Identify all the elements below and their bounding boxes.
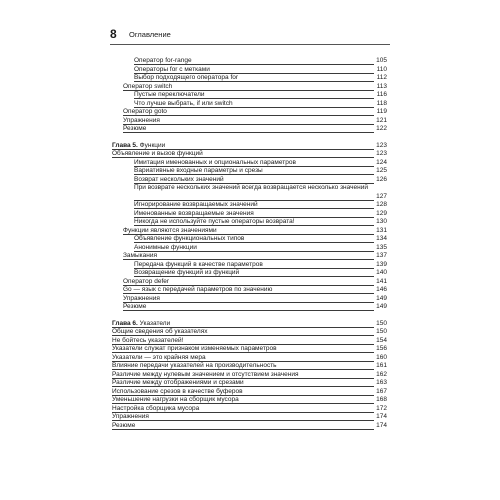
toc-entry-title: Настройка сборщика мусора: [112, 404, 200, 412]
toc-row[interactable]: [112, 201, 387, 210]
toc-row[interactable]: [112, 252, 387, 261]
toc-page-number: 118: [376, 99, 387, 107]
toc-page-number: 168: [376, 396, 387, 403]
toc-page-number: 123: [376, 150, 387, 157]
toc-row[interactable]: [112, 150, 387, 159]
toc-page-number: 134: [376, 235, 387, 242]
toc-page-number: 156: [376, 345, 387, 352]
running-title: Оглавление: [129, 30, 171, 39]
toc-page-number: 139: [376, 260, 387, 268]
toc-row[interactable]: [112, 159, 387, 168]
toc-row[interactable]: [112, 303, 387, 312]
toc-entry-title: Имитация именованных и опциональных параметров: [134, 158, 296, 166]
toc-entry-title: Именованные возвращаемые значения: [134, 209, 254, 217]
toc-entry-title: Указатели служат признаком изменяемых параметров: [112, 345, 277, 352]
toc-row[interactable]: [112, 218, 387, 227]
toc-row[interactable]: [112, 210, 387, 219]
toc-entry-title: Операторы for с метками: [134, 65, 210, 73]
toc-entry-title: При возврате нескольких значений всегда возвращается несколько значений: [134, 184, 368, 191]
toc-page-number: 141: [376, 277, 387, 285]
toc-page-number: 129: [376, 209, 387, 217]
toc-page-number: 174: [376, 413, 387, 420]
toc-row[interactable]: [112, 328, 387, 337]
toc-entry-title: Упражнения: [112, 413, 149, 420]
toc-page-number: 130: [376, 218, 387, 225]
toc-entry-title: Влияние передачи указателей на производительность: [112, 362, 277, 369]
toc-page-number: 125: [376, 167, 387, 174]
toc-row[interactable]: [112, 354, 387, 363]
toc-entry-title: [112, 320, 374, 329]
toc-entry-title: Не бойтесь указателей!: [112, 336, 184, 344]
toc-row[interactable]: [112, 100, 387, 109]
toc-page-number: 154: [376, 336, 387, 344]
toc-page-number: 105: [376, 57, 387, 64]
toc-entry-title: Оператор defer: [123, 277, 170, 285]
toc-row[interactable]: [112, 83, 387, 92]
toc-entry-title: Замыкания: [123, 252, 158, 259]
toc-row[interactable]: [112, 227, 387, 236]
toc-entry-title: Функции являются значениями: [123, 226, 217, 234]
toc-row[interactable]: [112, 167, 387, 176]
toc-row[interactable]: [112, 261, 387, 270]
toc-row[interactable]: [112, 108, 387, 117]
toc-entry-title: Резюме: [123, 303, 147, 310]
toc-row[interactable]: [112, 405, 387, 414]
toc-page-number: 140: [376, 269, 387, 276]
toc-entry-title: Общие сведения об указателях: [112, 328, 208, 335]
chapter-label: Глава 6.: [112, 319, 140, 327]
toc-page-number: 149: [376, 303, 387, 310]
toc-page-number: 167: [376, 387, 387, 395]
toc-row[interactable]: [112, 125, 387, 134]
toc-entry-title: Объявление и вызов функций: [112, 150, 203, 157]
toc-row[interactable]: [112, 371, 387, 380]
toc-entry-title: Оператор goto: [123, 108, 167, 115]
toc-page-number: 119: [376, 108, 387, 115]
toc-entry-title: Указатели — это крайняя мера: [112, 353, 206, 361]
toc-entry-title: Упражнения: [123, 294, 160, 302]
toc-page-number: 112: [376, 74, 387, 81]
toc-row[interactable]: [112, 176, 387, 185]
toc-page-number: 126: [376, 175, 387, 183]
toc-row[interactable]: [112, 235, 387, 244]
toc-row[interactable]: [112, 269, 387, 278]
toc-entry-title: Различие между отображениями и срезами: [112, 379, 244, 386]
chapter-title: Указатели: [139, 319, 171, 327]
toc-entry-title: Оператор switch: [123, 82, 173, 90]
toc-page-number: 146: [376, 286, 387, 293]
toc-entry-title: Возврат нескольких значений: [134, 175, 224, 183]
toc-row[interactable]: [112, 184, 387, 201]
toc-entry-title: Анонимные функции: [134, 243, 197, 251]
toc-row[interactable]: [112, 422, 387, 431]
toc-entry-title: Пустые переключатели: [134, 91, 205, 98]
toc-row[interactable]: [112, 413, 387, 422]
toc-row[interactable]: [112, 278, 387, 287]
table-of-contents: [112, 57, 387, 430]
toc-page-number: 163: [376, 379, 387, 386]
toc-page-number: 131: [376, 226, 387, 234]
toc-entry-title: Go — язык с передачей параметров по значению: [123, 286, 273, 293]
toc-entry-title: Уменьшение нагрузки на сборщик мусора: [112, 396, 239, 403]
toc-entry-title: Выбор подходящего оператора for: [134, 74, 239, 81]
toc-page-number: 149: [376, 294, 387, 302]
toc-page-number: 128: [376, 201, 387, 208]
section-gap: [112, 134, 387, 142]
toc-row[interactable]: [112, 379, 387, 388]
toc-page-number: 124: [376, 158, 387, 166]
toc-entry-title: Использование срезов в качестве буферов: [112, 387, 243, 395]
toc-row[interactable]: [112, 345, 387, 354]
toc-page-number: 123: [376, 141, 387, 149]
toc-entry-title: Вариативные входные параметры и срезы: [134, 167, 263, 174]
toc-row[interactable]: [112, 286, 387, 295]
toc-row[interactable]: [112, 66, 387, 75]
toc-row[interactable]: [112, 57, 387, 66]
toc-entry-title: Никогда не используйте пустые операторы возврата!: [134, 218, 295, 225]
toc-entry-title: Резюме: [123, 125, 147, 132]
toc-page-number: 172: [376, 404, 387, 412]
toc-row[interactable]: [112, 295, 387, 304]
toc-row[interactable]: [112, 362, 387, 371]
header-rule: [110, 44, 390, 45]
chapter-title: Функции: [139, 141, 166, 149]
toc-entry-title: Что лучше выбрать, if или switch: [134, 99, 233, 107]
toc-page-number: 116: [376, 91, 387, 98]
toc-row[interactable]: [112, 396, 387, 405]
toc-page-number: 161: [376, 362, 387, 369]
toc-page-number: 135: [376, 243, 387, 251]
toc-page-number: 122: [376, 125, 387, 132]
toc-page-number: 162: [376, 370, 387, 378]
page-header: [110, 27, 390, 43]
toc-entry-title: Резюме: [112, 421, 136, 429]
toc-row[interactable]: [112, 244, 387, 253]
toc-row[interactable]: [112, 337, 387, 346]
toc-entry-title: Различие между нулевым значением и отсутствием значения: [112, 370, 299, 378]
toc-row[interactable]: [112, 91, 387, 100]
chapter-label: Глава 5.: [112, 141, 140, 149]
section-gap: [112, 312, 387, 320]
toc-page-number: 174: [376, 421, 387, 429]
toc-chapter-row[interactable]: [112, 142, 387, 151]
toc-row[interactable]: [112, 74, 387, 83]
toc-chapter-row[interactable]: [112, 320, 387, 329]
toc-entry-title: Оператор for-range: [134, 57, 192, 64]
toc-page-number: 110: [376, 65, 387, 73]
toc-row[interactable]: [112, 117, 387, 126]
toc-page-number: 127: [376, 192, 387, 200]
page-number: 8: [110, 27, 117, 41]
toc-page-number: 121: [376, 116, 387, 124]
toc-row[interactable]: [112, 388, 387, 397]
toc-entry-title: Объявление функциональных типов: [134, 235, 245, 242]
toc-page-number: 160: [376, 353, 387, 361]
toc-entry-title: [112, 142, 374, 151]
toc-page-number: 150: [376, 319, 387, 327]
toc-entry-title: Возвращение функций из функций: [134, 269, 240, 276]
toc-entry-title: Игнорирование возвращаемых значений: [134, 201, 258, 208]
toc-page-number: 137: [376, 252, 387, 259]
toc-entry-title: Упражнения: [123, 116, 160, 124]
toc-page-number: 150: [376, 328, 387, 335]
toc-entry-title: Передача функций в качестве параметров: [134, 260, 263, 268]
toc-page-number: 113: [376, 82, 387, 90]
